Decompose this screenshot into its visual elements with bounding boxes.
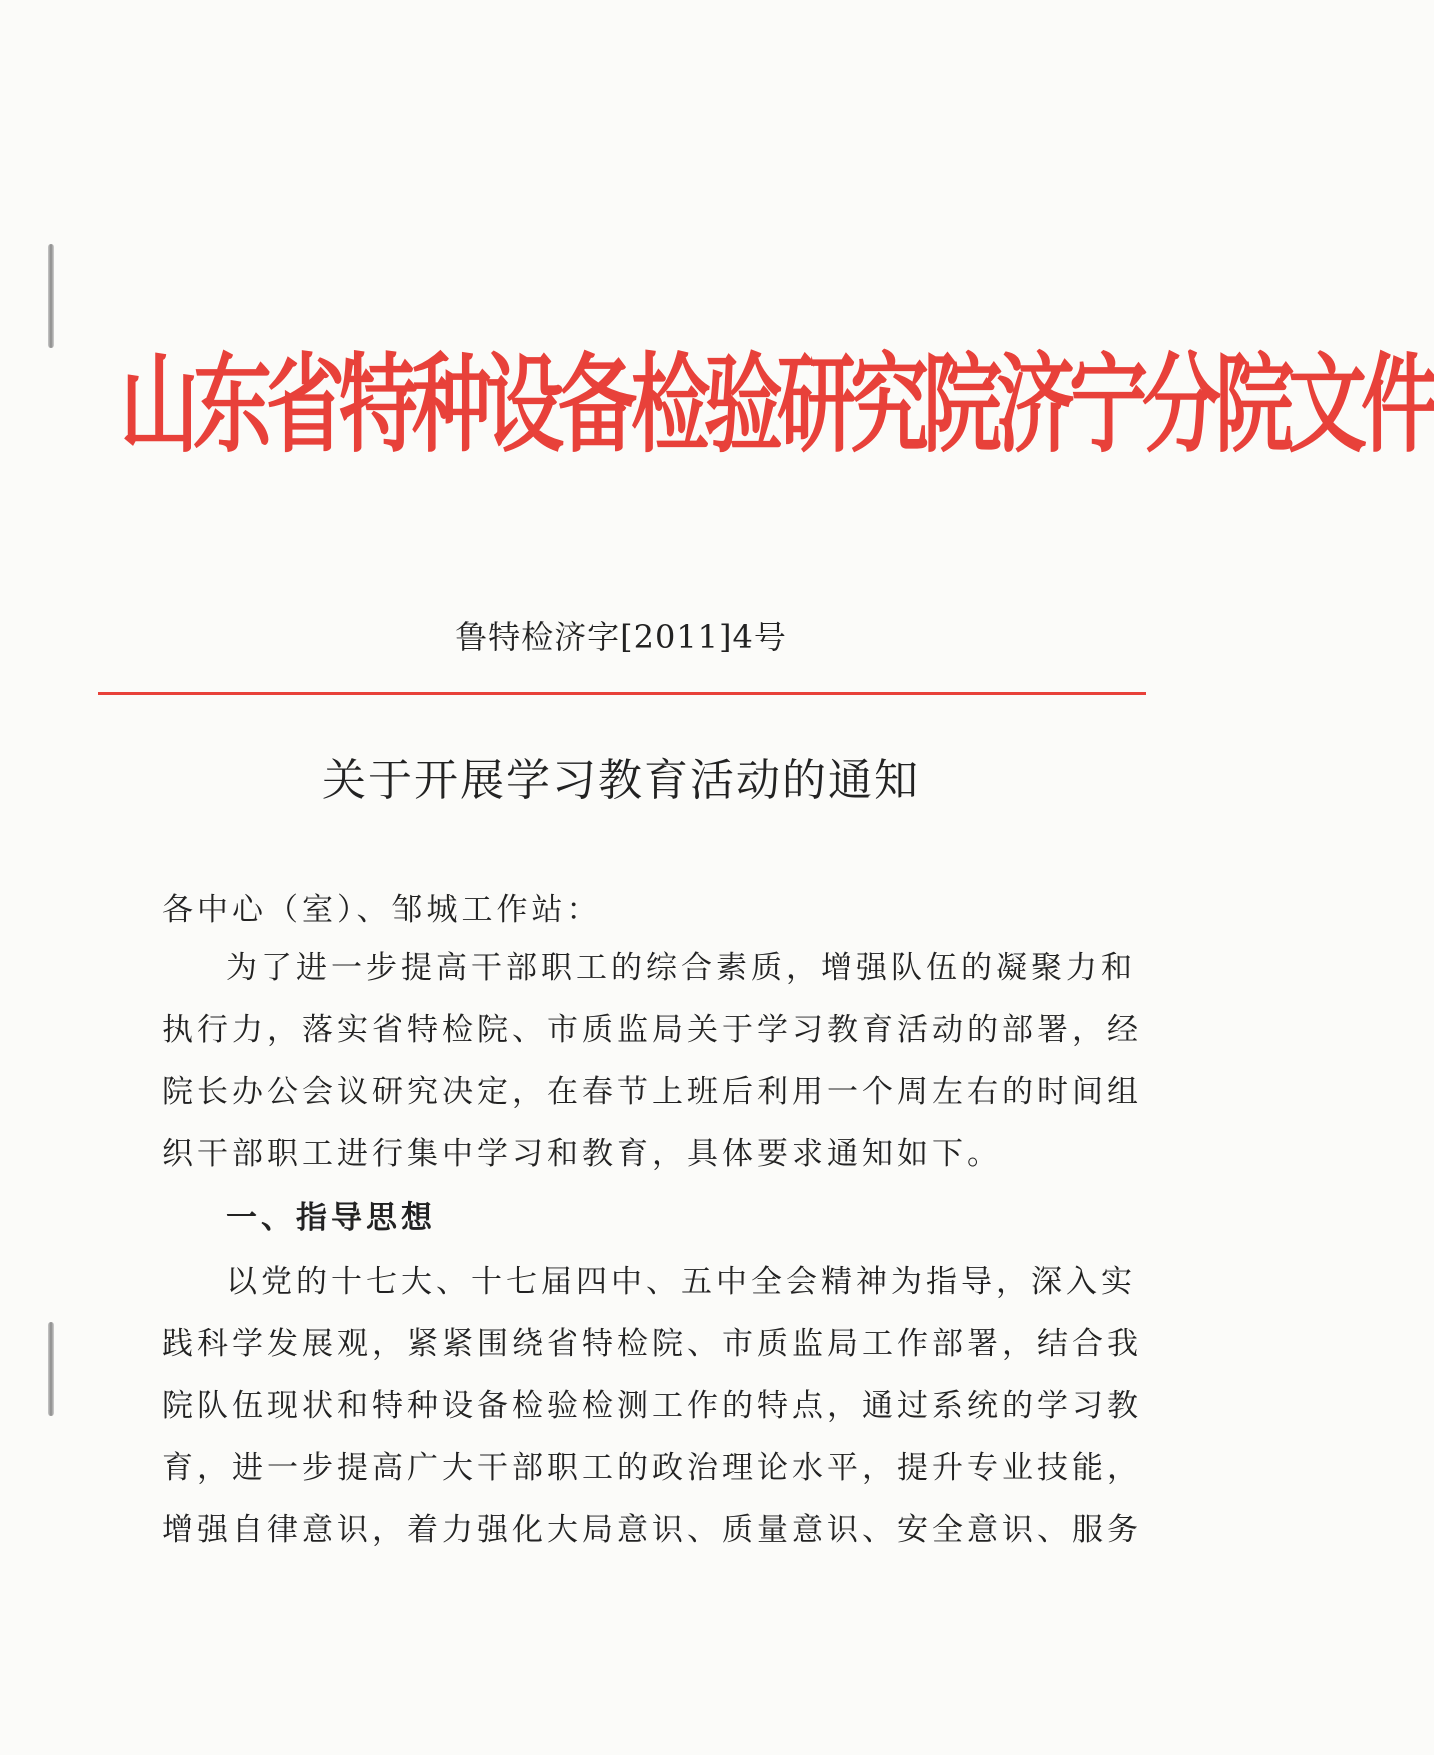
paragraph-2-line: 育，进一步提高广大干部职工的政治理论水平，提升专业技能， [162,1450,1142,1486]
paragraph-2 [162,1252,1142,1562]
paragraph-1-line: 执行力，落实省特检院、市质监局关于学习教育活动的部署，经 [162,1012,1142,1048]
addressee: 各中心（室）、邹城工作站： [162,892,602,928]
paragraph-1-line: 为了进一步提高干部职工的综合素质，增强队伍的凝聚力和 [226,950,1136,986]
document-number: 鲁特检济字[2011]4号 [455,618,787,656]
notice-title: 关于开展学习教育活动的通知 [322,755,920,806]
paragraph-2-line: 院队伍现状和特种设备检验检测工作的特点，通过系统的学习教 [162,1388,1142,1424]
paragraph-1-line: 织干部职工进行集中学习和教育，具体要求通知如下。 [162,1136,1002,1172]
paragraph-2-line: 践科学发展观，紧紧围绕省特检院、市质监局工作部署，结合我 [162,1326,1142,1362]
header-divider [98,692,1146,695]
paragraph-2-line: 增强自律意识，着力强化大局意识、质量意识、安全意识、服务 [162,1512,1142,1548]
paragraph-2-line: 以党的十七大、十七届四中、五中全会精神为指导，深入实 [226,1264,1136,1300]
staple-top [48,244,54,348]
staple-bottom [48,1322,54,1416]
section-1-heading: 一、指导思想 [226,1200,436,1236]
paragraph-1 [162,938,1142,1186]
document-header-title: 山东省特种设备检验研究院济宁分院文件 [120,342,1434,468]
paragraph-1-line: 院长办公会议研究决定，在春节上班后利用一个周左右的时间组 [162,1074,1142,1110]
